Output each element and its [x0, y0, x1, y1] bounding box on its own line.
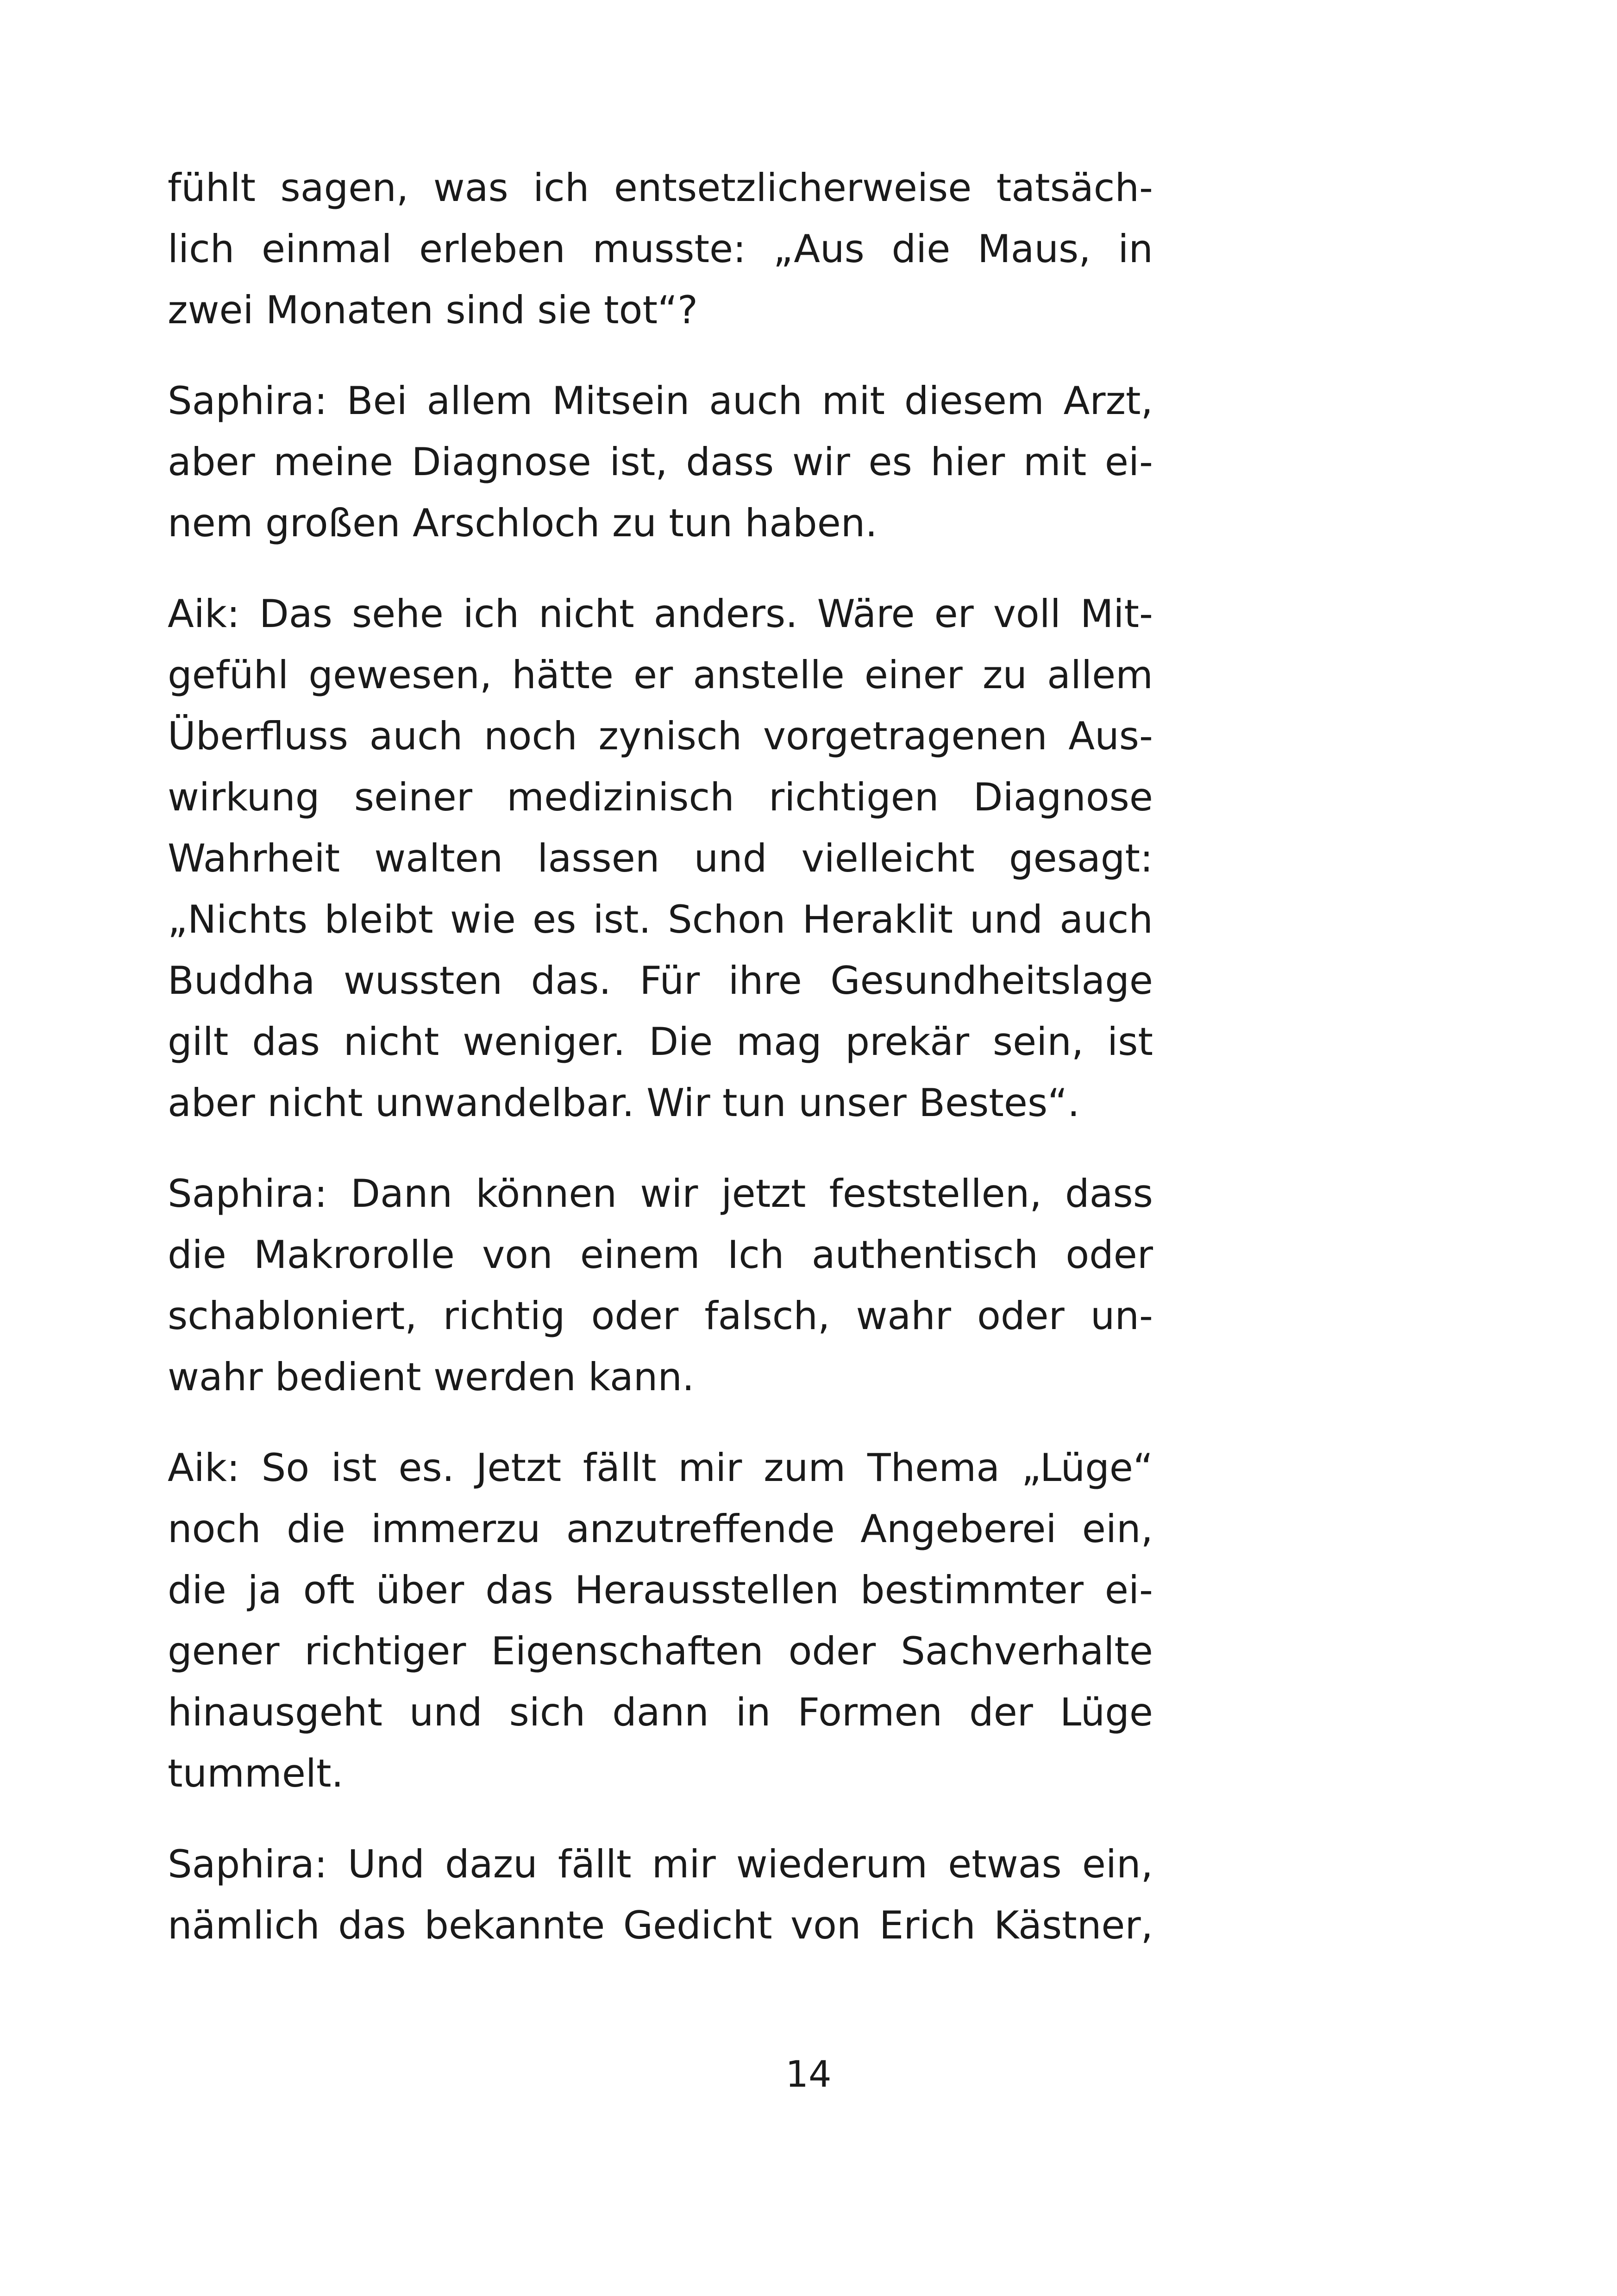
- page-number: 14: [785, 2054, 832, 2095]
- text-line: gefühl gewesen, hätte er anstelle einer zu allem: [168, 652, 1153, 697]
- text-line: Wahrheit walten lassen und vielleicht gesagt:: [168, 836, 1153, 881]
- text-line: Saphira: Bei allem Mitsein auch mit diesem Arzt,: [168, 378, 1153, 423]
- text-line: Saphira: Dann können wir jetzt feststellen, dass: [168, 1171, 1153, 1216]
- text-line: gener richtiger Eigenschaften oder Sachverhalte: [168, 1629, 1153, 1674]
- text-line: nem großen Arschloch zu tun haben.: [168, 501, 877, 546]
- text-line: hinausgeht und sich dann in Formen der Lüge: [168, 1690, 1153, 1735]
- text-line: aber meine Diagnose ist, dass wir es hier mit ei-: [168, 439, 1153, 484]
- text-line: noch die immerzu anzutreffende Angeberei ein,: [168, 1506, 1153, 1551]
- paragraph: [168, 583, 1153, 1134]
- text-line: fühlt sagen, was ich entsetzlicherweise tatsäch-: [168, 165, 1153, 210]
- paragraph: [168, 1834, 1153, 1956]
- text-line: gilt das nicht weniger. Die mag prekär sein, ist: [168, 1019, 1153, 1064]
- text-line: Buddha wussten das. Für ihre Gesundheitslage: [168, 958, 1153, 1003]
- paragraph: [168, 1437, 1153, 1804]
- text-line: wirkung seiner medizinisch richtigen Diagnose: [168, 775, 1153, 820]
- text-line: die Makrorolle von einem Ich authentisch oder: [168, 1232, 1153, 1277]
- text-line: wahr bedient werden kann.: [168, 1355, 695, 1399]
- text-line: lich einmal erleben musste: „Aus die Maus, in: [168, 226, 1153, 271]
- text-line: Überfluss auch noch zynisch vorgetragenen Aus-: [168, 714, 1153, 759]
- paragraph: [168, 1163, 1153, 1408]
- paragraph: [168, 157, 1153, 341]
- text-line: zwei Monaten sind sie tot“?: [168, 288, 698, 332]
- text-line: Aik: So ist es. Jetzt fällt mir zum Thema „Lüge“: [168, 1445, 1153, 1490]
- text-line: Aik: Das sehe ich nicht anders. Wäre er voll Mit-: [168, 591, 1153, 636]
- body-text: [168, 157, 1153, 1986]
- text-line: schabloniert, richtig oder falsch, wahr oder un-: [168, 1293, 1153, 1338]
- text-line: aber nicht unwandelbar. Wir tun unser Bestes“.: [168, 1080, 1080, 1125]
- text-line: die ja oft über das Herausstellen bestimmter ei-: [168, 1568, 1153, 1612]
- paragraph: [168, 370, 1153, 554]
- text-line: „Nichts bleibt wie es ist. Schon Heraklit und auch: [168, 897, 1153, 942]
- text-line: Saphira: Und dazu fällt mir wiederum etwas ein,: [168, 1842, 1153, 1887]
- text-line: nämlich das bekannte Gedicht von Erich Kästner,: [168, 1903, 1153, 1948]
- text-line: tummelt.: [168, 1751, 344, 1796]
